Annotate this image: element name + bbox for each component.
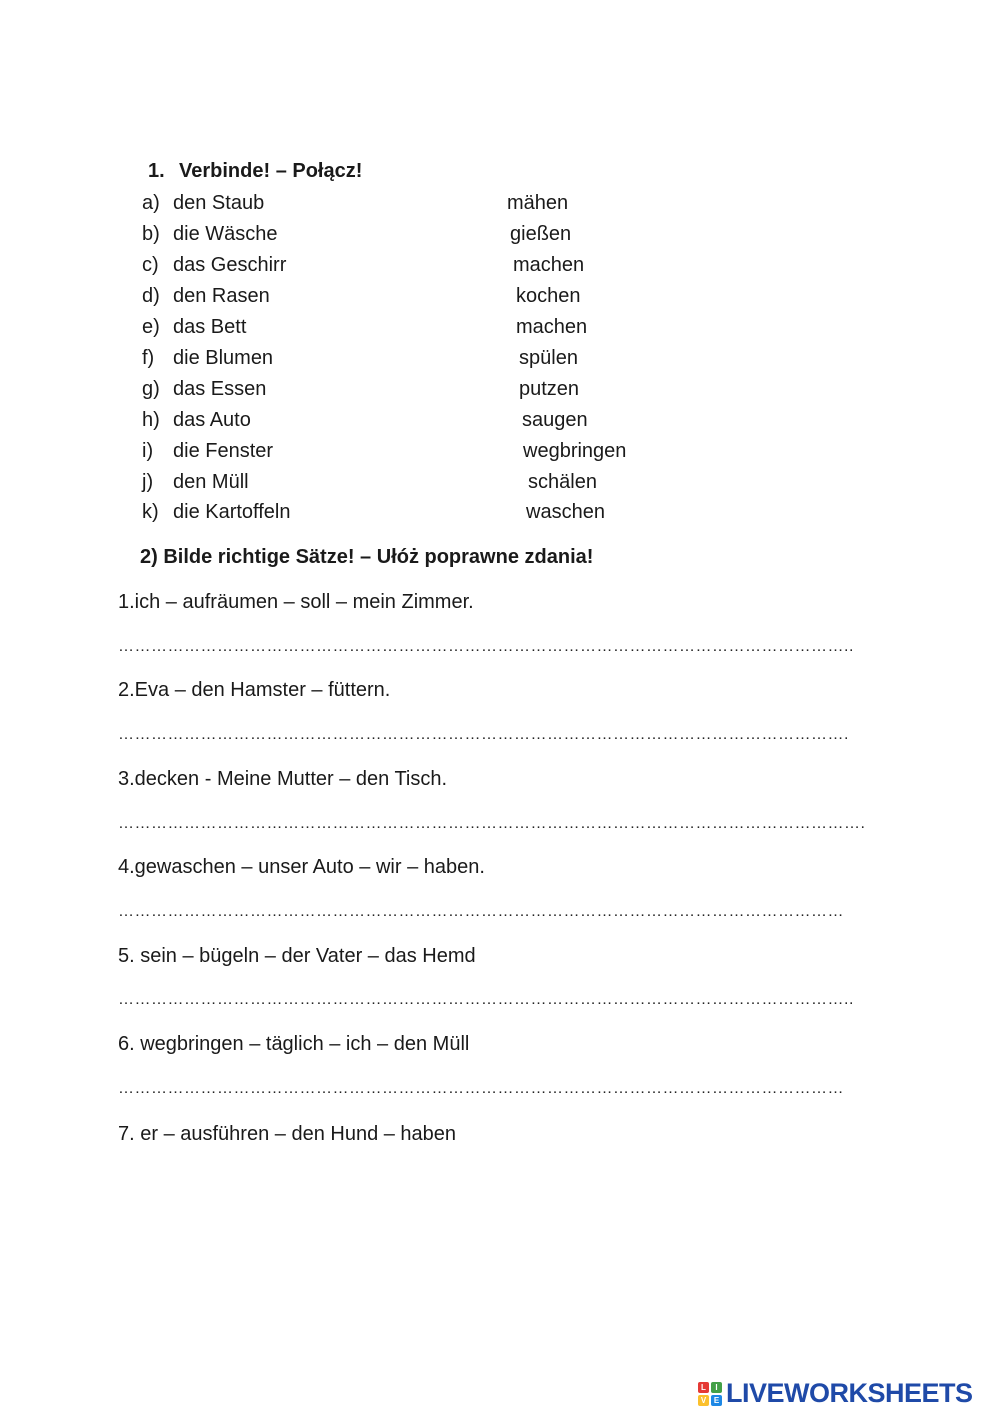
logo-mark-icon	[698, 1382, 722, 1406]
item-noun: den Staub	[173, 192, 265, 214]
item-verb: schälen	[528, 471, 597, 493]
sentence-prompt: 5. sein – bügeln – der Vater – das Hemd	[118, 945, 476, 967]
logo-letter: L	[698, 1382, 709, 1393]
sentence-prompt: 2.Eva – den Hamster – füttern.	[118, 679, 391, 701]
item-noun: die Fenster	[173, 440, 274, 462]
answer-line[interactable]: ……………………………………………………………………………………………………………………	[118, 1080, 844, 1097]
item-noun: den Rasen	[173, 285, 270, 307]
answer-line[interactable]: …………………………………………………………………………………………………………………….	[118, 726, 849, 743]
liveworksheets-logo	[698, 1378, 973, 1409]
item-noun: das Auto	[173, 409, 251, 431]
item-letter: a)	[142, 192, 160, 214]
logo-letter: E	[711, 1395, 722, 1406]
sentence-prompt: 1.ich – aufräumen – soll – mein Zimmer.	[118, 591, 474, 613]
item-noun: das Bett	[173, 316, 247, 338]
task1-title: Verbinde! – Połącz!	[179, 160, 363, 182]
item-letter: g)	[142, 378, 160, 400]
task2-title: 2) Bilde richtige Sätze! – Ułóż poprawne zdania!	[140, 546, 594, 568]
item-verb: putzen	[519, 378, 580, 400]
item-verb: saugen	[522, 409, 588, 431]
logo-text: LIVEWORKSHEETS	[726, 1378, 973, 1408]
item-letter: h)	[142, 409, 160, 431]
logo-letter: I	[711, 1382, 722, 1393]
item-noun: den Müll	[173, 471, 249, 493]
answer-line[interactable]: ……………………………………………………………………………………………………………………..	[118, 638, 854, 655]
item-letter: j)	[142, 471, 154, 493]
sentence-prompt: 3.decken - Meine Mutter – den Tisch.	[118, 768, 448, 790]
answer-line[interactable]: ……………………………………………………………………………………………………………………..	[118, 991, 854, 1008]
sentence-prompt: 6. wegbringen – täglich – ich – den Müll	[118, 1033, 470, 1055]
item-verb: gießen	[510, 223, 572, 245]
item-verb: kochen	[516, 285, 581, 307]
answer-line[interactable]: ……………………………………………………………………………………………………………………….	[118, 815, 866, 832]
sentence-prompt: 4.gewaschen – unser Auto – wir – haben.	[118, 856, 485, 878]
task1-number: 1.	[148, 160, 165, 182]
item-noun: die Blumen	[173, 347, 274, 369]
item-letter: b)	[142, 223, 160, 245]
item-letter: e)	[142, 316, 160, 338]
item-noun: das Geschirr	[173, 254, 287, 276]
item-verb: mähen	[507, 192, 569, 214]
item-letter: i)	[142, 440, 154, 462]
answer-line[interactable]: ……………………………………………………………………………………………………………………	[118, 903, 844, 920]
item-letter: d)	[142, 285, 160, 307]
item-verb: machen	[516, 316, 588, 338]
item-verb: wegbringen	[523, 440, 627, 462]
item-noun: das Essen	[173, 378, 267, 400]
item-verb: spülen	[519, 347, 578, 369]
sentence-prompt: 7. er – ausführen – den Hund – haben	[118, 1123, 457, 1145]
logo-letter: V	[698, 1395, 709, 1406]
item-letter: c)	[142, 254, 159, 276]
item-verb: waschen	[526, 501, 605, 523]
item-noun: die Wäsche	[173, 223, 278, 245]
item-verb: machen	[513, 254, 585, 276]
item-letter: k)	[142, 501, 159, 523]
item-letter: f)	[142, 347, 155, 369]
item-noun: die Kartoffeln	[173, 501, 291, 523]
